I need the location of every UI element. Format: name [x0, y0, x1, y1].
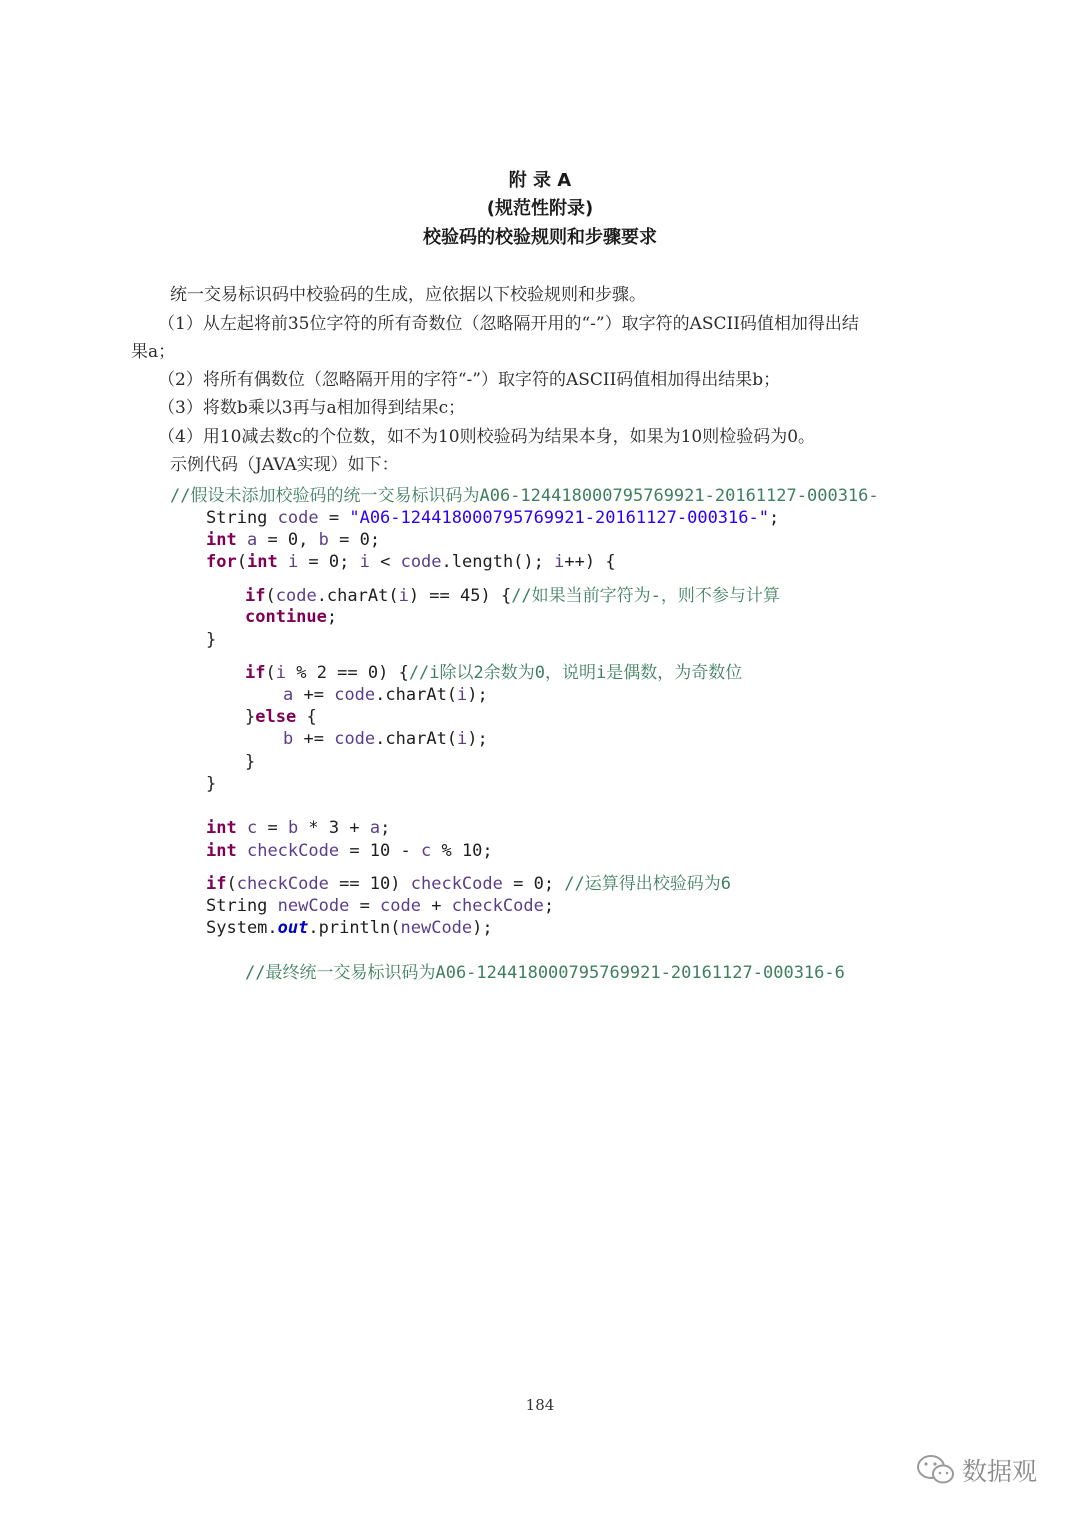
intro-line: 统一交易标识码中校验码的生成，应依据以下校验规则和步骤。	[170, 285, 646, 305]
rule-step-2: （2）将所有偶数位（忽略隔开用的字符“-”）取字符的ASCII码值相加得出结果b；	[158, 370, 781, 390]
example-label: 示例代码（JAVA实现）如下：	[170, 455, 399, 475]
code-line-15: if(checkCode == 10) checkCode = 0; //运算得出校验码为6	[206, 874, 732, 894]
code-line-4: if(code.charAt(i) == 45) {//如果当前字符为-，则不参与计算	[245, 586, 780, 606]
code-line-13: int c = b * 3 + a;	[206, 818, 391, 838]
code-line-5: continue;	[245, 607, 338, 627]
watermark-text: 数据观	[962, 1457, 1038, 1486]
rule-step-1: （1）从左起将前35位字符的所有奇数位（忽略隔开用的“-”）取字符的ASCII码值相加得出结	[158, 314, 859, 334]
page-title: 校验码的校验规则和步骤要求	[423, 227, 657, 248]
rule-step-4: （4）用10减去数c的个位数，如不为10则校验码为结果本身，如果为10则检验码为0。	[158, 427, 816, 447]
appendix-label: 附 录 A	[508, 170, 572, 191]
code-line-2: int a = 0, b = 0;	[206, 530, 381, 550]
code-line-14: int checkCode = 10 - c % 10;	[206, 841, 493, 861]
rule-step-1-cont: 果a；	[131, 342, 176, 362]
code-line-16: String newCode = code + checkCode;	[206, 896, 555, 916]
code-line-8: a += code.charAt(i);	[283, 685, 488, 705]
code-line-6: }	[206, 630, 217, 650]
code-comment-header: //假设未添加校验码的统一交易标识码为A06-124418000795769921-20161127-000316-	[170, 486, 879, 506]
code-line-9: }else {	[245, 707, 317, 727]
rule-step-3: （3）将数b乘以3再与a相加得到结果c；	[158, 398, 466, 418]
code-line-10: b += code.charAt(i);	[283, 729, 488, 749]
watermark	[916, 1452, 1037, 1488]
code-line-1: String code = "A06-124418000795769921-20161127-000316-";	[206, 508, 780, 528]
code-line-3: for(int i = 0; i < code.length(); i++) {	[206, 552, 616, 572]
code-line-7: if(i % 2 == 0) {//i除以2余数为0，说明i是偶数，为奇数位	[245, 663, 743, 683]
wechat-icon	[916, 1453, 956, 1487]
page-number: 184	[525, 1396, 555, 1414]
code-comment-footer: //最终统一交易标识码为A06-124418000795769921-20161127-000316-6	[245, 963, 845, 983]
code-line-11: }	[245, 752, 256, 772]
appendix-type: (规范性附录)	[486, 198, 594, 219]
code-line-12: }	[206, 774, 217, 794]
code-line-17: System.out.println(newCode);	[206, 918, 493, 938]
